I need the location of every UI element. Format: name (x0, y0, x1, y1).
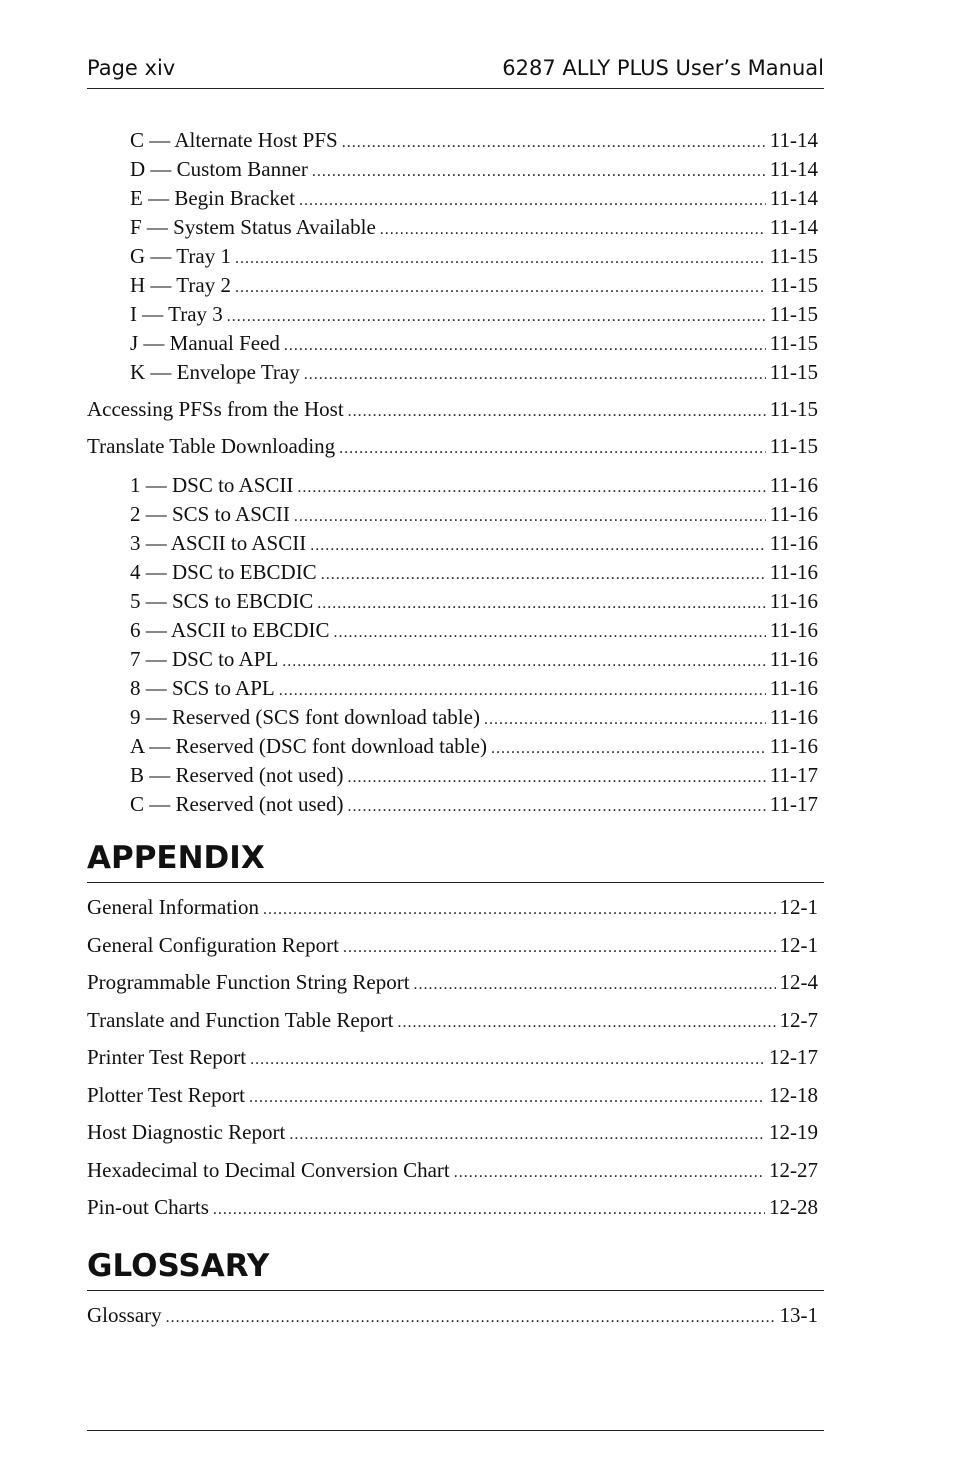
toc-entry-page: 11-16 (769, 473, 818, 497)
page-header (87, 56, 824, 89)
toc-entry-accessing-pfss[interactable] (87, 395, 818, 424)
dot-leader (304, 360, 766, 387)
dot-leader (284, 331, 766, 358)
toc-entry[interactable] (87, 1077, 818, 1115)
toc-entry[interactable] (87, 1114, 818, 1152)
dot-leader (347, 763, 765, 790)
toc-entry-page: 11-15 (769, 434, 818, 458)
toc-entry[interactable] (87, 674, 818, 703)
toc-entry-page: 12-18 (769, 1082, 818, 1107)
toc-section-glossary (87, 1297, 818, 1335)
toc-entry-title: E — Begin Bracket (130, 186, 296, 210)
page-footer-rule (87, 1430, 824, 1431)
dot-leader (250, 1041, 765, 1077)
toc-entry-page: 11-15 (769, 273, 818, 297)
toc-entry-page: 11-16 (769, 560, 818, 584)
dot-leader (312, 157, 766, 184)
toc-entry[interactable] (87, 358, 818, 387)
toc-entry[interactable] (87, 126, 818, 155)
dot-leader (334, 618, 766, 645)
dot-leader (294, 502, 766, 529)
toc-entry-page: 11-17 (769, 792, 818, 816)
toc-section-appendix (87, 889, 818, 1227)
dot-leader (348, 397, 766, 424)
toc-entry-title: 6 — ASCII to EBCDIC (130, 618, 330, 642)
toc-entry[interactable] (87, 500, 818, 529)
toc-entry[interactable] (87, 964, 818, 1002)
toc-entry[interactable] (87, 184, 818, 213)
toc-entry-page: 12-1 (779, 895, 818, 919)
dot-leader (235, 273, 766, 300)
manual-title: 6287 ALLY PLUS User’s Manual (502, 56, 824, 80)
section-heading-appendix: APPENDIX (87, 837, 824, 883)
toc-entry[interactable] (87, 1002, 818, 1040)
toc-entry-translate-table[interactable] (87, 432, 818, 461)
dot-leader (380, 215, 766, 242)
dot-leader (282, 647, 766, 674)
toc-entry-page: 12-28 (769, 1195, 818, 1219)
toc-entry[interactable] (87, 329, 818, 358)
dot-leader (263, 891, 775, 927)
dot-leader (339, 434, 766, 461)
toc-entry-page: 11-16 (769, 647, 818, 671)
toc-entry-page: 11-16 (769, 618, 818, 642)
toc-entry-page: 11-16 (769, 502, 818, 526)
dot-leader (491, 734, 766, 761)
toc-entry-page: 11-15 (769, 397, 818, 421)
toc-entry-title: General Configuration Report (87, 932, 339, 957)
dot-leader (317, 589, 766, 616)
toc-entry[interactable] (87, 1297, 818, 1335)
toc-entry-title: I — Tray 3 (130, 302, 223, 326)
toc-entry-title: Printer Test Report (87, 1045, 247, 1069)
toc-entry-title: 1 — DSC to ASCII (130, 473, 294, 497)
toc-entry-page: 11-14 (769, 186, 818, 210)
toc-entry-title: K — Envelope Tray (130, 360, 300, 384)
toc-entry[interactable] (87, 927, 818, 965)
toc-entry-page: 11-15 (769, 331, 818, 355)
toc-entry-page: 12-19 (769, 1120, 818, 1144)
toc-entry-title: G — Tray 1 (130, 244, 231, 268)
toc-entry[interactable] (87, 889, 818, 927)
page-number-label: Page xiv (87, 56, 176, 80)
toc-entry[interactable] (87, 471, 818, 500)
dot-leader (297, 473, 765, 500)
toc-entry-page: 11-14 (769, 128, 818, 152)
toc-entry-title: 4 — DSC to EBCDIC (130, 560, 317, 584)
toc-entry[interactable] (87, 790, 818, 819)
dot-leader (299, 186, 766, 213)
dot-leader (347, 792, 765, 819)
toc-entry-title: Translate and Function Table Report (87, 1007, 394, 1032)
toc-entry-title: 3 — ASCII to ASCII (130, 531, 307, 555)
dot-leader (484, 705, 766, 732)
toc-entry-title: Translate Table Downloading (87, 434, 336, 458)
toc-entry[interactable] (87, 616, 818, 645)
toc-entry-page: 13-1 (779, 1302, 818, 1327)
toc-entry-page: 11-14 (769, 157, 818, 181)
toc-entry-page: 11-15 (769, 360, 818, 384)
toc-entry-title: 9 — Reserved (SCS font download table) (130, 705, 480, 729)
toc-entry-title: Hexadecimal to Decimal Conversion Chart (87, 1157, 450, 1182)
toc-entry-page: 11-16 (769, 676, 818, 700)
toc-entry[interactable] (87, 213, 818, 242)
toc-entry-title: C — Alternate Host PFS (130, 128, 338, 152)
toc-entry-title: H — Tray 2 (130, 273, 231, 297)
dot-leader (235, 244, 766, 271)
toc-entry-title: 7 — DSC to APL (130, 647, 279, 671)
dot-leader (249, 1079, 765, 1115)
toc-entry-title: B — Reserved (not used) (130, 763, 344, 787)
table-of-contents (87, 126, 818, 1334)
toc-entry[interactable] (87, 1039, 818, 1077)
dot-leader (310, 531, 766, 558)
dot-leader (289, 1116, 765, 1152)
toc-entry-page: 12-1 (779, 932, 818, 957)
toc-entry-title: J — Manual Feed (130, 331, 280, 355)
dot-leader (279, 676, 766, 703)
dot-leader (343, 929, 776, 965)
section-heading-glossary: GLOSSARY (87, 1245, 824, 1291)
toc-entry[interactable] (87, 558, 818, 587)
toc-entry[interactable] (87, 155, 818, 184)
dot-leader (227, 302, 766, 329)
toc-entry-page: 12-27 (769, 1157, 818, 1182)
toc-entry[interactable] (87, 1152, 818, 1190)
toc-entry[interactable] (87, 300, 818, 329)
toc-entry-title: Plotter Test Report (87, 1082, 245, 1107)
toc-entry-title: F — System Status Available (130, 215, 376, 239)
toc-entry-title: C — Reserved (not used) (130, 792, 344, 816)
toc-entry-title: D — Custom Banner (130, 157, 308, 181)
toc-entry[interactable] (87, 587, 818, 616)
toc-entry[interactable] (87, 1189, 818, 1227)
toc-entry-page: 11-14 (769, 215, 818, 239)
dot-leader (321, 560, 766, 587)
toc-entry[interactable] (87, 529, 818, 558)
dot-leader (166, 1299, 776, 1335)
dot-leader (414, 966, 776, 1002)
dot-leader (213, 1191, 765, 1227)
toc-entry-page: 12-4 (779, 970, 818, 994)
toc-entry-page: 11-16 (769, 734, 818, 758)
dot-leader (398, 1004, 776, 1040)
toc-entry-title: Pin-out Charts (87, 1195, 209, 1219)
toc-entry-title: General Information (87, 895, 260, 919)
toc-entry-page: 11-16 (769, 589, 818, 613)
toc-entry-title: Programmable Function String Report (87, 970, 410, 994)
toc-entry-page: 11-16 (769, 705, 818, 729)
dot-leader (454, 1154, 765, 1190)
toc-entry-page: 11-15 (769, 302, 818, 326)
toc-entry-title: Accessing PFSs from the Host (87, 397, 344, 421)
toc-entry-page: 11-15 (769, 244, 818, 268)
toc-entry-title: 2 — SCS to ASCII (130, 502, 290, 526)
toc-entry[interactable] (87, 732, 818, 761)
toc-entry[interactable] (87, 761, 818, 790)
toc-entry-title: 8 — SCS to APL (130, 676, 275, 700)
toc-entry-title: Glossary (87, 1302, 162, 1327)
toc-entry[interactable] (87, 645, 818, 674)
toc-subgroup-translate-tables (87, 471, 818, 819)
toc-entry-page: 11-16 (769, 531, 818, 555)
toc-entry-page: 12-7 (779, 1007, 818, 1032)
toc-entry[interactable] (87, 271, 818, 300)
toc-entry-page: 11-17 (769, 763, 818, 787)
toc-entry[interactable] (87, 242, 818, 271)
toc-entry-title: A — Reserved (DSC font download table) (130, 734, 487, 758)
dot-leader (342, 128, 766, 155)
toc-entry-page: 12-17 (769, 1045, 818, 1069)
toc-entry-title: 5 — SCS to EBCDIC (130, 589, 314, 613)
toc-entry[interactable] (87, 703, 818, 732)
toc-entry-title: Host Diagnostic Report (87, 1120, 286, 1144)
toc-subgroup-pfs-items (87, 126, 818, 387)
